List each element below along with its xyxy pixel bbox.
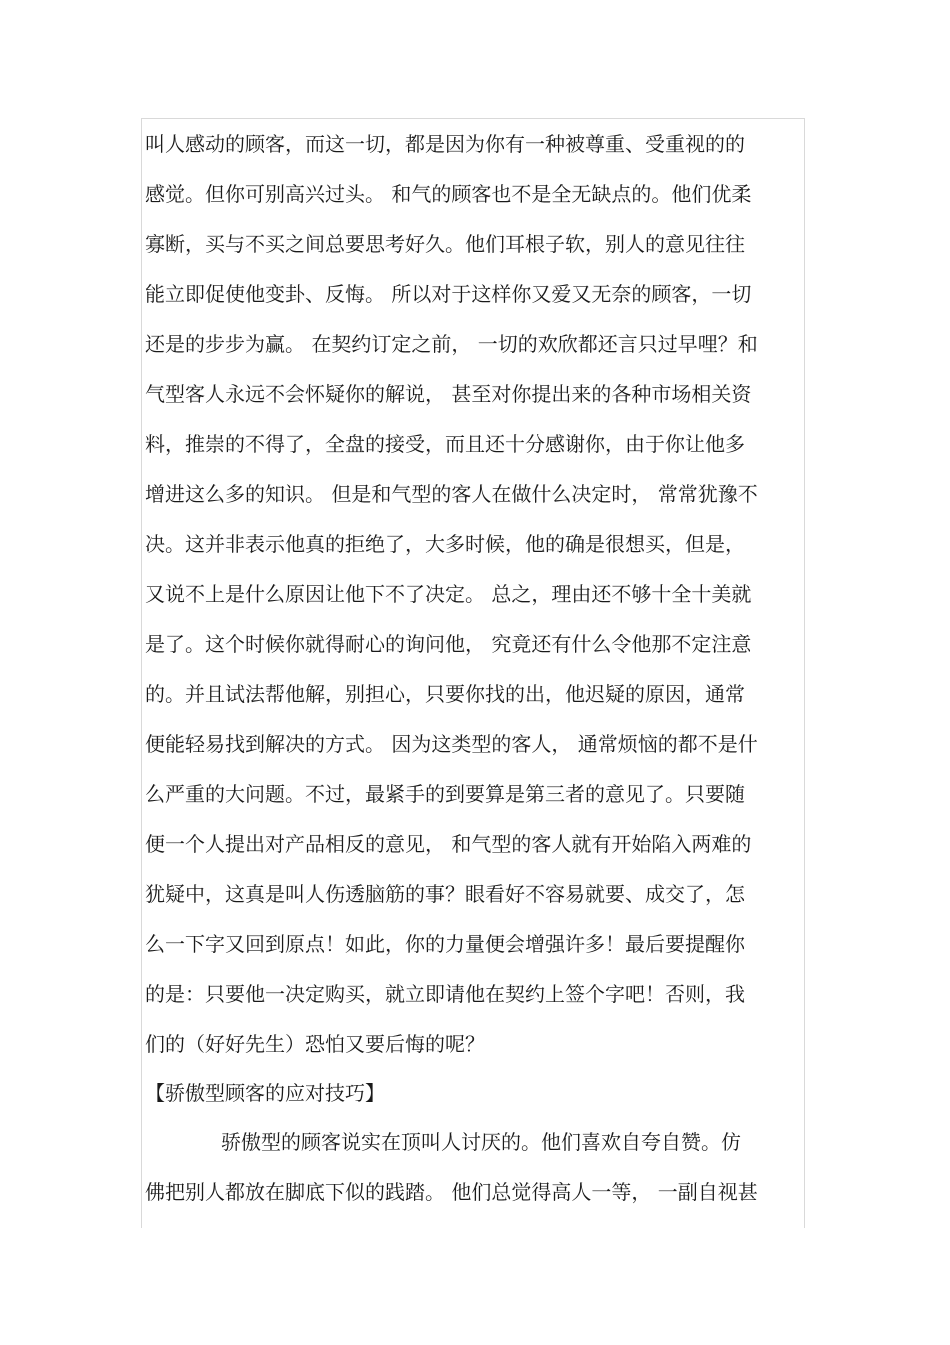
paragraph-line: 增进这么多的知识。 但是和气型的客人在做什么决定时， 常常犹豫不 <box>145 482 758 506</box>
paragraph-line: 犹疑中，这真是叫人伤透脑筋的事？眼看好不容易就要、成交了，怎 <box>145 882 745 906</box>
paragraph <box>145 126 805 1076</box>
paragraph-line: 能立即促使他变卦、反悔。 所以对于这样你又爱又无奈的顾客，一切 <box>145 282 752 306</box>
paragraph-line: 还是的步步为赢。 在契约订定之前， 一切的欢欣都还言只过早哩？和 <box>145 332 758 356</box>
paragraph-line: 决。这并非表示他真的拒绝了，大多时候，他的确是很想买，但是， <box>145 532 745 556</box>
paragraph-line: 便能轻易找到解决的方式。 因为这类型的客人， 通常烦恼的都不是什 <box>145 732 758 756</box>
paragraph-line: 气型客人永远不会怀疑你的解说， 甚至对你提出来的各种市场相关资 <box>145 382 752 406</box>
paragraph-line: 骄傲型的顾客说实在顶叫人讨厌的。他们喜欢自夸自赞。仿 <box>221 1130 741 1154</box>
paragraph-line: 叫人感动的顾客，而这一切，都是因为你有一种被尊重、受重视的的 <box>145 132 745 156</box>
paragraph-line: 们的（好好先生）恐怕又要后悔的呢？ <box>145 1032 485 1056</box>
paragraph-line: 又说不上是什么原因让他下不了决定。 总之，理由还不够十全十美就 <box>145 582 752 606</box>
section-paragraph <box>145 1124 805 1224</box>
paragraph-line: 的。并且试法帮他解，别担心，只要你找的出，他迟疑的原因，通常 <box>145 682 745 706</box>
paragraph-line: 感觉。但你可别高兴过头。 和气的顾客也不是全无缺点的。他们优柔 <box>145 182 752 206</box>
paragraph-line: 佛把别人都放在脚底下似的践踏。 他们总觉得高人一等， 一副自视甚 <box>145 1180 758 1204</box>
paragraph-line: 是了。这个时候你就得耐心的询问他， 究竟还有什么令他那不定注意 <box>145 632 752 656</box>
paragraph-line: 的是：只要他一决定购买，就立即请他在契约上签个字吧！否则，我 <box>145 982 745 1006</box>
document-body <box>145 126 805 1224</box>
paragraph-line: 寡断，买与不买之间总要思考好久。他们耳根子软，别人的意见往往 <box>145 232 745 256</box>
paragraph-line: 便一个人提出对产品相反的意见， 和气型的客人就有开始陷入两难的 <box>145 832 752 856</box>
section-heading: 【骄傲型顾客的应对技巧】 <box>145 1081 385 1105</box>
paragraph-line: 么严重的大问题。不过，最紧手的到要算是第三者的意见了。只要随 <box>145 782 745 806</box>
paragraph-line: 料，推崇的不得了，全盘的接受，而且还十分感谢你，由于你让他多 <box>145 432 745 456</box>
paragraph-line: 么一下字又回到原点！如此，你的力量便会增强许多！最后要提醒你 <box>145 932 745 956</box>
